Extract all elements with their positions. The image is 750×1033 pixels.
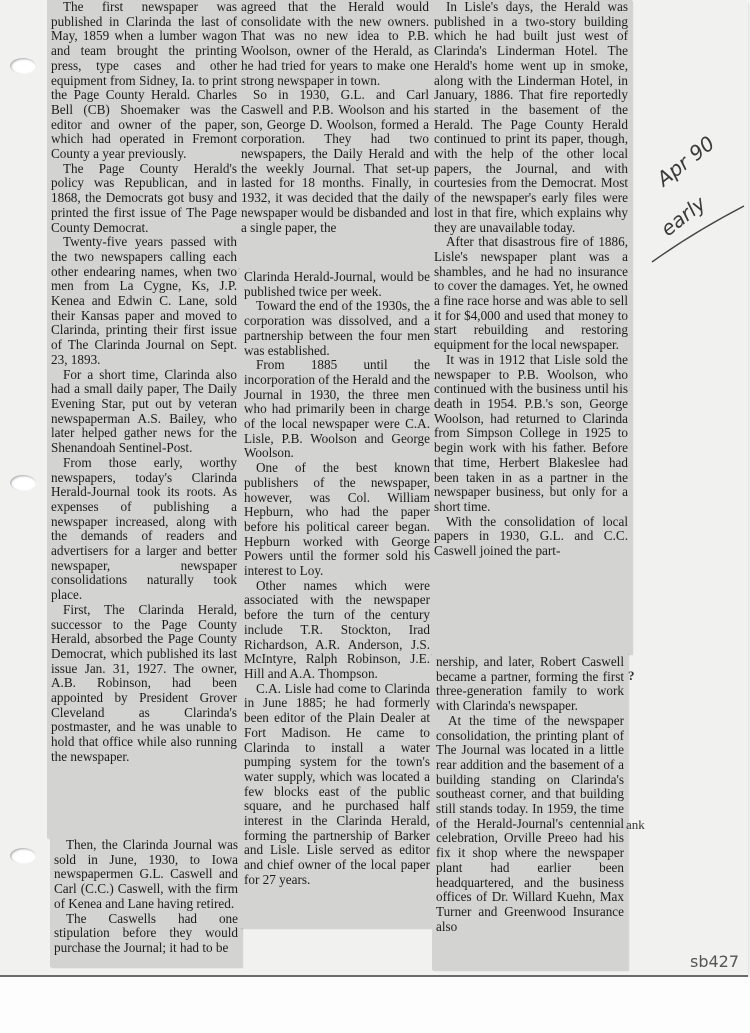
paragraph: agreed that the Herald would consolidate with the new owners. That was no new idea to P.B. Woolson, owner of the Herald, as he had tried for years to make one strong newspaper in town. [241,0,429,88]
column-1-text [51,0,237,765]
stray-text: ank [626,817,645,832]
binder-hole [10,848,36,864]
clipping-column-3 [432,653,628,970]
paragraph: C.A. Lisle had come to Clarinda in June 1885; he had formerly been editor of the Plain Dealer at Fort Madison. He came to Clarinda to install a water pumping system for the town's water supply, which was located a few blocks east of the public square, and he purchased half interest in the Clarinda Herald, forming the partnership of Barker and Lisle. Lisle served as editor and chief owner of the local paper for 27 years. [244,680,430,887]
paragraph: One of the best known publishers of the newspaper, however, was Col. William Hepburn, who had the paper before his political career began. Hepburn worked with George Powers until the former sold his interest to Loy. [244,460,430,579]
paragraph: Then, the Clarinda Journal was sold in June, 1930, to Iowa newspapermen G.L. Caswell and Carl (C.C.) Caswell, with the firm of Kenea and Lane having retired. [54,837,238,911]
clipping-column-3-top [430,0,632,654]
paragraph: From those early, worthy newspapers, today's Clarinda Herald-Journal took its roots. As expenses of publishing a newspaper increased, along with the demands of readers and advertisers for a larger and better newspaper, newspaper consolidations naturally took place. [51,454,237,603]
column-2-top-text [241,0,429,235]
paragraph: At the time of the newspaper consolidation, the printing plant of The Journal was located in a little rear addition and the basement of a building standing on Clarinda's southeast corner, and that building still stands today. In 1959, the time of the Herald-Journal's centennial celebration, Orville Preeo had his fix it shop where the newspaper plant had earlier been headquartered, and the business offices of Dr. Willard Kuehn, Max Turner and Greenwood Insurance also [436,712,624,934]
stray-question-mark: ? [628,668,635,683]
paragraph: It was in 1912 that Lisle sold the newspaper to P.B. Woolson, who continued with the business until his death in 1954. P.B.'s son, George Woolson, had returned to Clarinda from Simpson College in 1925 to begin work with his father. Before that time, Herbert Blakeslee had been taken in as a partner in the newspaper business, but only for a short time. [434,351,628,514]
binder-hole [10,475,36,491]
paragraph: So in 1930, G.L. and Carl Caswell and P.B. Woolson and his son, George D. Woolson, formed a corporation. They had two newspapers, the Daily Herald and the weekly Journal. That set-up lasted for 18 months. Finally, in 1932, it was decided that the daily newspaper would be disbanded and a single paper, the [241,87,429,235]
handwritten-early: early [656,191,711,241]
paragraph: nership, and later, Robert Caswell became a partner, forming the first three-generation family to work with Clarinda's newspaper. [436,654,624,714]
handwritten-date: Apr 90 [652,131,720,191]
clipping-column-1 [47,0,241,838]
paragraph: Clarinda Herald-Journal, would be published twice per week. [244,269,430,299]
paragraph: In Lisle's days, the Herald was published in a two-story building which he had built just west of Clarinda's Linderman Hotel. The Herald's home went up in smoke, along with the Linderman Hotel, in January, 1886. That fire reportedly started in the basement of the Herald. The Page County Herald continued to print its paper, though, with the help of the other local papers, the Journal, and with courtesies from the Democrat. Most of the newspaper's early files were lost in that fire, which explains why they are unavailable today. [434,0,628,235]
paragraph: With the consolidation of local papers in 1930, G.L. and C.C. Caswell joined the part- [434,513,628,559]
clipping-column-2-top [237,0,433,268]
page-id-note: sb427 [690,952,740,971]
background-below-page [0,977,750,1033]
paragraph: Other names which were associated with the newspaper before the turn of the century include T.R. Stockton, Irad Richardson, A.R. Anderson, J.S. McIntyre, Ralph Robinson, J.E. Hill and A.A. Thompson. [244,577,430,681]
handwritten-date-note [644,131,748,275]
binder-hole [10,58,36,74]
paragraph: The Page County Herald's policy was Republican, and in 1868, the Democrats got busy and printed the first issue of The Page County Democrat. [51,160,237,235]
column-3-text [436,655,624,934]
paragraph: From 1885 until the incorporation of the Herald and the Journal in 1930, the three men who had primarily been in charge of the local newspaper were C.A. Lisle, P.B. Woolson and George Woolson. [244,357,430,461]
column-1-bottom-text [54,838,238,956]
paragraph: Toward the end of the 1930s, the corporation was dissolved, and a partnership between the four men was established. [244,298,430,358]
paragraph: For a short time, Clarinda also had a small daily paper, The Daily Evening Star, put out by veteran newspaperman A.S. Bailey, who later helped gather news for the Shenandoah Sentinel-Post. [51,366,237,456]
column-2-text [244,270,430,888]
handwritten-underline [644,150,748,275]
clipping-column-2 [240,268,434,928]
paragraph: First, The Clarinda Herald, successor to the Page County Herald, absorbed the Page County Democrat, which published its last issue Jan. 31, 1927. The owner, A.B. Robinson, had been appointed by President Grover Cleveland as Clarinda's postmaster, and he was unable to hold that office while also running the newspaper. [51,601,237,764]
clipping-column-1-bottom [50,836,242,967]
paragraph: The Caswells had one stipulation before they would purchase the Journal; it had to be [54,910,238,955]
column-3-top-text [434,0,628,559]
paragraph: After that disastrous fire of 1886, Lisle's newspaper plant was a shambles, and he had no insurance to cover the damages. Yet, he owned a fine race horse and was able to sell it for $4,000 and used that money to start rebuilding and restoring equipment for the local newspaper. [434,234,628,353]
paragraph: Twenty-five years passed with the two newspapers calling each other endearing names, when two men from La Cygne, Ks, J.P. Kenea and Edwin C. Lane, sold their Kansas paper and moved to Clarinda, printing their first issue of The Clarinda Journal on Sept. 23, 1893. [51,234,237,367]
paragraph: The first newspaper was published in Clarinda the last of May, 1859 when a lumber wagon and team brought the printing press, type cases and other equipment from Sidney, Ia. to print the Page County Herald. Charles Bell (CB) Shoemaker was the editor and owner of the paper, which had operated in Fremont County a year previously. [51,0,237,162]
